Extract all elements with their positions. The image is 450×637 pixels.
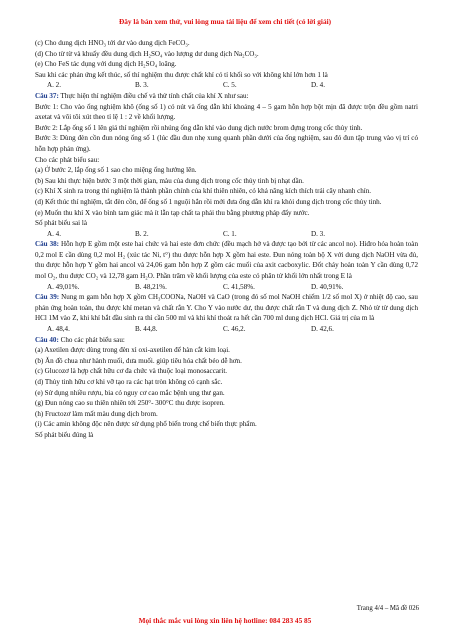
question-text: Thực hiện thí nghiệm điều chế và thử tính chất của khí X như sau: <box>58 91 249 100</box>
option-d: D. 42,6. <box>311 325 334 334</box>
text-line: (d) Kết thúc thí nghiệm, tắt đèn cồn, để ống số 1 nguội hẳn rồi mới đưa ống dẫn khí ra khỏi dung dịch trong cốc thủy tinh. <box>35 197 382 206</box>
text-line: Bước 3: Dùng đèn cồn đun nóng ống số 1 (lúc đầu đun nhẹ xung quanh phần dưới của ống nghiệm, sau đó đun tập trung vào vị trí có hỗn hợp phản ứng). <box>35 134 418 153</box>
text-line: (d) Cho từ từ và khuấy đều dung dịch H₂SO₄ vào lượng dư dung dịch Na₂CO₃. <box>35 49 259 58</box>
option-c: C. 1. <box>223 229 237 238</box>
text-line: (c) Cho dung dịch HNO₃ tới dư vào dung dịch FeCO₃. <box>35 39 190 47</box>
text-line: Số phát biểu sai là <box>35 219 88 228</box>
option-b: B. 44,8. <box>135 325 158 334</box>
question-39 <box>35 292 418 324</box>
option-b: B. 2. <box>135 229 149 238</box>
text-line: (i) Các amin không độc nên được sử dụng phổ biến trong chế biến thực phẩm. <box>35 420 257 429</box>
option-a: A. 2. <box>47 81 61 90</box>
question-38 <box>35 239 418 281</box>
question-label: Câu 37: <box>35 91 59 100</box>
question-label: Câu 38: <box>35 240 60 249</box>
text-line: (e) Sử dụng nhiều rượu, bia có nguy cơ cao mắc bệnh ung thư gan. <box>35 388 225 397</box>
text-line: Số phát biểu đúng là <box>35 430 94 439</box>
text-line: (a) Axetilen được dùng trong đèn xì oxi-axetilen để hàn cắt kim loại. <box>35 346 230 355</box>
question-text: Nung m gam hỗn hợp X gồm CH₃COONa, NaOH và CaO (trong đó số mol NaOH chiếm 1/2 số mol X) ở nhiệt độ cao, sau phản ứng hoàn toàn, thu được khí metan và chất rắn Y. Cho Y vào nước dư, thu được chất rắn T và dung dịch Z. Nhỏ từ từ dung dịch HCl 1M vào Z, khi khí bắt đầu sinh ra thì cần 500 ml và khi khí thoát ra hết cần 700 ml dung dịch HCl. Giá trị của m là <box>35 293 418 323</box>
text-line: (e) Cho FeS tác dụng với dung dịch H₂SO₄ loãng. <box>35 60 177 69</box>
option-d: D. 40,91%. <box>311 282 344 291</box>
text-line: (g) Đun nóng cao su thiên nhiên tới 250°- 300°C thu được isopren. <box>35 399 225 408</box>
text-line: (h) Fructozơ làm mất màu dung dịch brom. <box>35 409 158 418</box>
option-d: D. 3. <box>311 229 325 238</box>
text-line: (d) Thủy tinh hữu cơ khi vỡ tạo ra các hạt tròn không có cạnh sắc. <box>35 378 223 386</box>
answer-options-q36 <box>35 80 418 91</box>
answer-options-q37 <box>35 229 418 240</box>
question-label: Câu 39: <box>35 293 60 302</box>
option-a: A. 4. <box>47 229 61 238</box>
option-c: C. 41,58%. <box>223 282 255 291</box>
text-line: (b) Ăn đồ chua như hành muối, dưa muối. giúp tiêu hóa chất béo dễ hơn. <box>35 356 242 365</box>
text-line: Sau khi các phản ứng kết thúc, số thí nghiệm thu được chất khí có tỉ khối so với không khí lớn hơn 1 là <box>35 70 328 79</box>
text-line: (c) Glucozơ là hợp chất hữu cơ đa chức và thuộc loại monosaccarit. <box>35 367 228 376</box>
answer-options-q38 <box>35 282 418 293</box>
text-line: Bước 2: Lắp ống số 1 lên giá thí nghiệm rồi nhúng ống dẫn khí vào dung dịch nước brom đựng trong cốc thủy tinh. <box>35 123 363 132</box>
question-text: Hỗn hợp E gồm một este hai chức và hai este đơn chức (đều mạch hở và được tạo bởi từ các ancol no). Hiđro hóa hoàn toàn 0,2 mol E cần dùng 0,2 mol H₂ (xúc tác Ni, t°) thu được hỗn hợp X gồm hai este. Đun nóng toàn bộ X với dung dịch NaOH vừa đủ, thu được hỗn hợp Y gồm hai ancol và 24,06 gam hỗn hợp Z gồm các muối của axit cacboxylic. Đốt cháy hoàn toàn Y cần dùng 0,72 mol O₂, thu được CO₂ và 12,78 gam H₂O. Phần trăm về khối lượng của este có phân tử khối lớn nhất trong E là <box>35 240 418 281</box>
option-b: B. 3. <box>135 81 149 90</box>
text-line: (a) Ở bước 2, lắp ống số 1 sao cho miệng ống hướng lên. <box>35 166 197 175</box>
text-line: Bước 1: Cho vào ống nghiệm khô (ống số 1) có nút và ống dẫn khí khoảng 4 – 5 gam hỗn hợp bột mịn đã được trộn đều gồm natri axetat và vôi tôi xút theo tỉ lệ 1 : 2 về khối lượng. <box>35 102 418 122</box>
hotline-banner: Mọi thắc mắc vui lòng xin liên hệ hotline: 084 283 45 85 <box>138 616 312 625</box>
option-c: C. 46,2. <box>223 325 246 334</box>
text-line: (b) Sau khi thực hiện bước 3 một thời gian, màu của dung dịch trong cốc thủy tinh bị nhạt dần. <box>35 176 304 185</box>
text-line: (e) Muốn thu khí X vào bình tam giác mà ít lẫn tạp chất ta phải thu bằng phương pháp đẩy nước. <box>35 208 310 217</box>
option-a: A. 49,01%. <box>47 282 80 291</box>
page-number: Trang 4/4 – Mã đề 026 <box>356 605 419 612</box>
option-b: B. 48,21%. <box>135 282 167 291</box>
question-37 <box>35 91 418 102</box>
question-label: Câu 40: <box>35 335 59 344</box>
preview-banner: Đây là bản xem thử, vui lòng mua tài liệu để xem chi tiết (có lời giải) <box>118 17 332 26</box>
option-c: C. 5. <box>223 81 237 90</box>
option-d: D. 4. <box>311 81 325 90</box>
question-40 <box>35 335 418 346</box>
text-line: Cho các phát biểu sau: <box>35 155 100 164</box>
option-a: A. 48,4. <box>47 325 70 334</box>
exam-content <box>35 38 418 441</box>
text-line: (c) Khí X sinh ra trong thí nghiệm là thành phần chính của khí thiên nhiên, có khả năng kích thích trái cây nhanh chín. <box>35 187 372 196</box>
answer-options-q39 <box>35 324 418 335</box>
question-text: Cho các phát biểu sau: <box>58 335 125 344</box>
